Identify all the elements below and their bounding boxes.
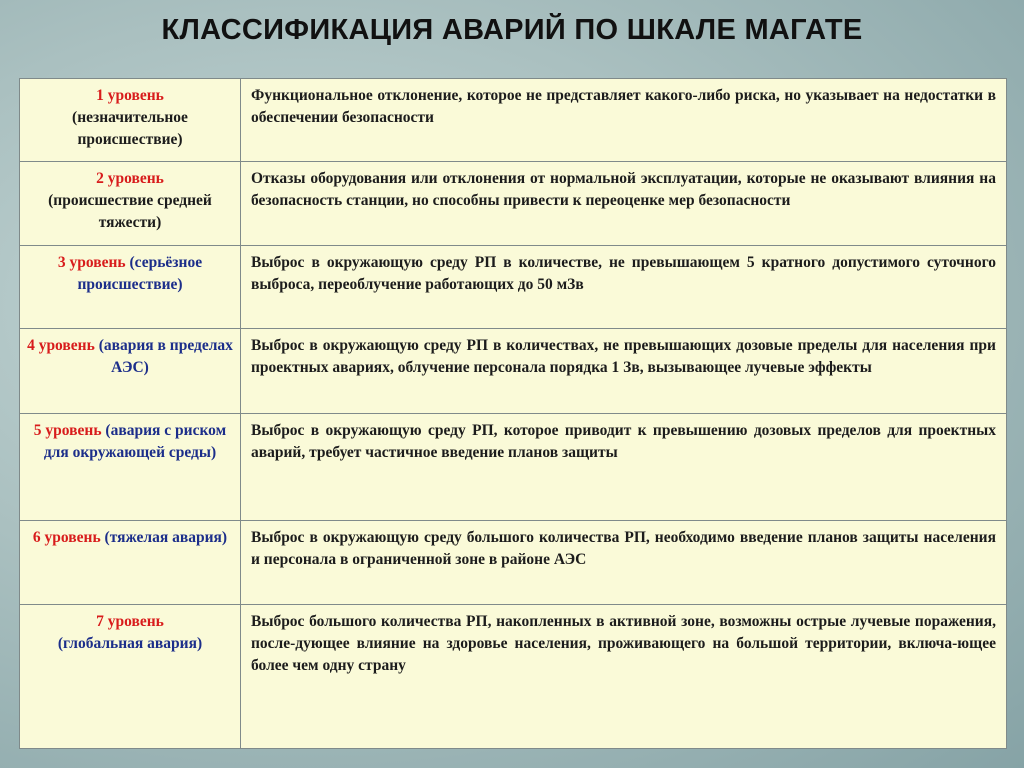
table-row-level-3 (20, 246, 1007, 329)
level-cell (20, 414, 241, 521)
level-number: 5 уровень (33, 422, 102, 439)
table-row-level-7 (20, 605, 1007, 749)
level-name: (серьёзное происшествие) (77, 254, 203, 293)
level-number: 4 уровень (27, 337, 95, 354)
level-name: (авария с риском для окружающей среды) (43, 422, 227, 461)
table-row-level-5 (20, 414, 1007, 521)
level-cell (20, 521, 241, 605)
level-word: уровень (69, 254, 126, 271)
level-name: (происшествие средней тяжести) (48, 192, 212, 231)
level-name: (незначительное происшествие) (72, 109, 188, 148)
level-name: (авария в пределах АЭС) (98, 337, 233, 376)
level-cell (20, 162, 241, 246)
table-row-level-1 (20, 79, 1007, 162)
description-cell: Выброс в окружающую среду РП в количествах, не превышающих дозовые пределы для населения при проектных авариях, облучение персонала порядка 1 Зв, вызывающее лучевые эффекты (241, 329, 1007, 414)
description-cell: Выброс в окружающую среду большого количества РП, необходимо введение планов защиты населения и персонала в ограниченной зоне в районе АЭС (241, 521, 1007, 605)
description-cell: Выброс в окружающую среду РП в количестве, не превышающем 5 кратного допустимого суточного выброса, переоблучение работающих до 50 мЗв (241, 246, 1007, 329)
level-cell (20, 79, 241, 162)
page-title: КЛАССИФИКАЦИЯ АВАРИЙ ПО ШКАЛЕ МАГАТЕ (161, 14, 863, 46)
table-row-level-6 (20, 521, 1007, 605)
description-cell: Выброс в окружающую среду РП, которое приводит к превышению дозовых пределов для проектных аварий, требует частичное введение планов защиты (241, 414, 1007, 521)
level-number: 3 (57, 254, 66, 271)
description-cell: Отказы оборудования или отклонения от нормальной эксплуатации, которые не оказывают влияния на безопасность станции, но способны привести к переоценке мер безопасности (241, 162, 1007, 246)
level-name: (глобальная авария) (57, 635, 203, 652)
description-cell: Выброс большого количества РП, накопленных в активной зоне, возможны острые лучевые поражения, после-дующее влияние на здоровье населения, проживающего на большой территории, включа-ющее более чем одну страну (241, 605, 1007, 749)
classification-table (19, 78, 1007, 749)
level-number: 2 уровень (96, 170, 164, 187)
table-row-level-2 (20, 162, 1007, 246)
level-cell (20, 246, 241, 329)
level-cell (20, 329, 241, 414)
level-name: (тяжелая авария) (104, 529, 228, 546)
level-number: 6 уровень (32, 529, 101, 546)
description-cell: Функциональное отклонение, которое не представляет какого-либо риска, но указывает на недостатки в обеспечении безопасности (241, 79, 1007, 162)
level-number: 1 уровень (96, 87, 164, 104)
table-row-level-4 (20, 329, 1007, 414)
level-cell (20, 605, 241, 749)
level-number: 7 уровень (96, 613, 164, 630)
